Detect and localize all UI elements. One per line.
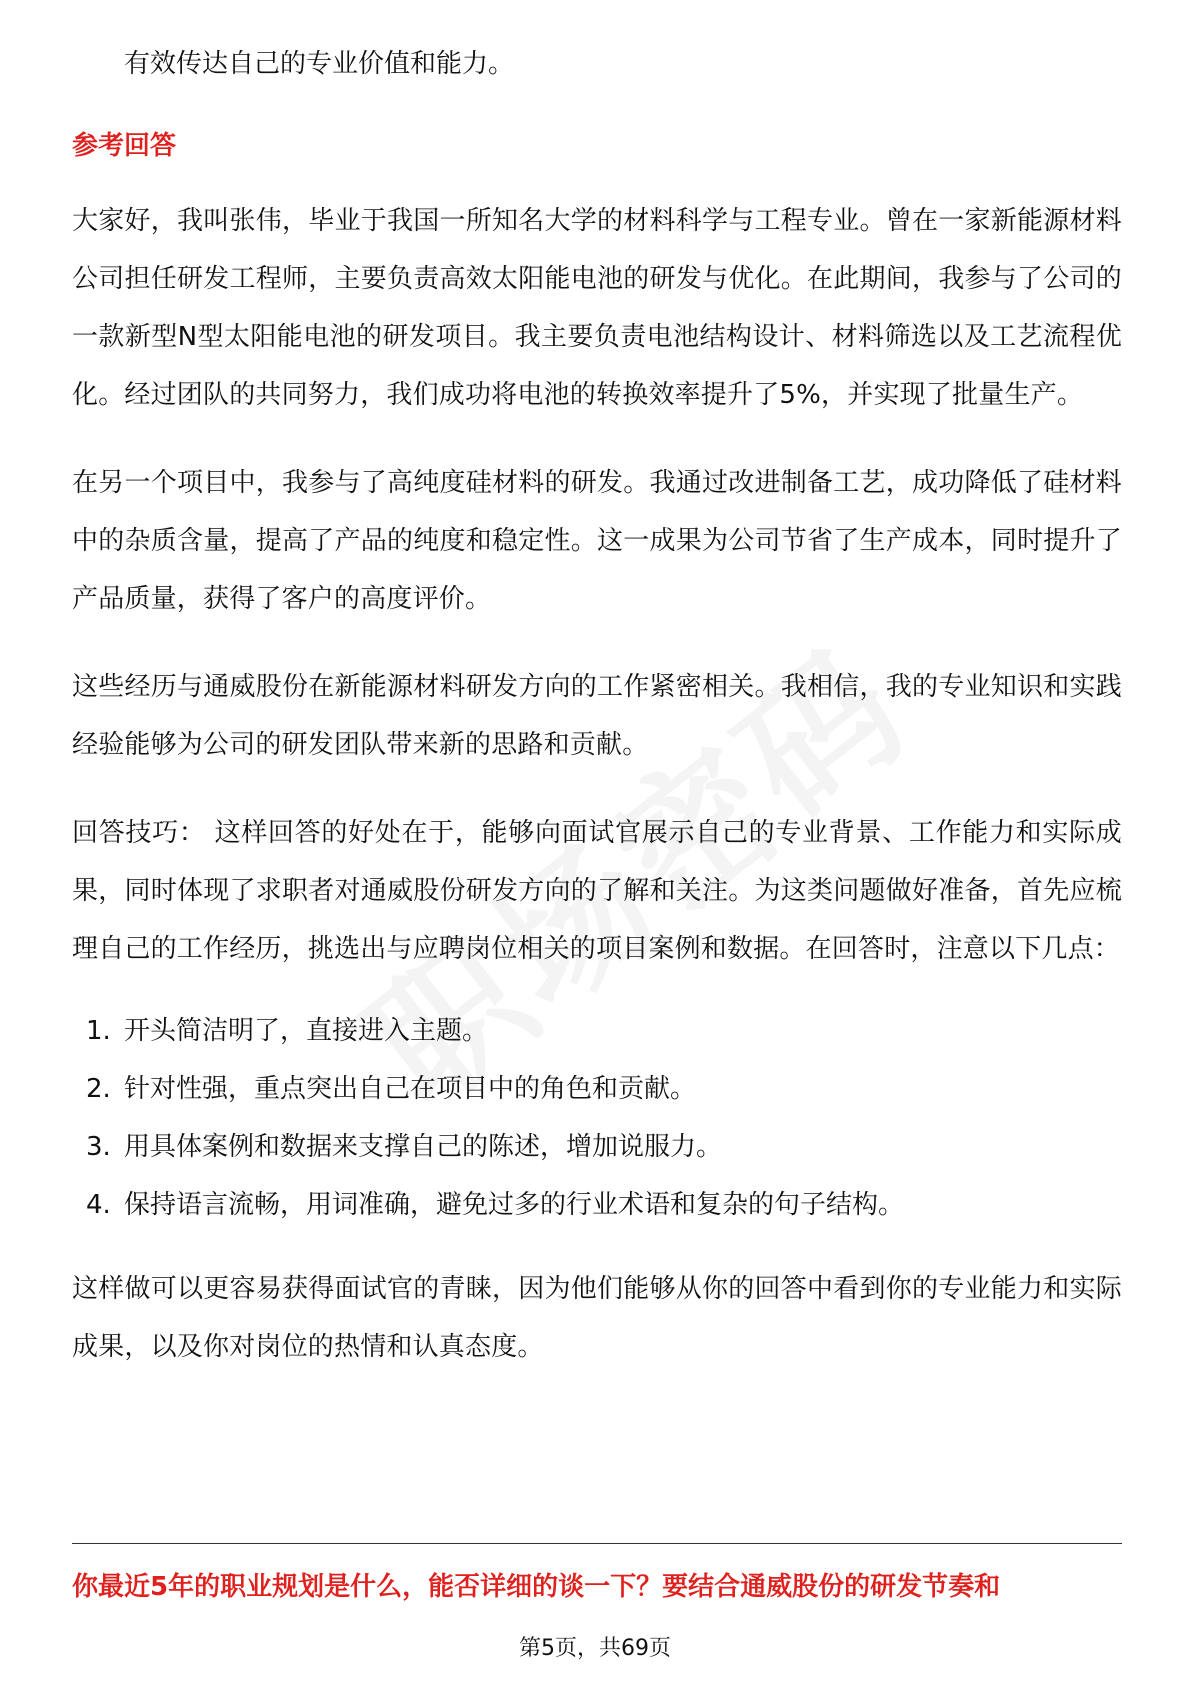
reference-answer-heading: 参考回答	[72, 131, 177, 161]
answer-paragraph-1: 大家好，我叫张伟，毕业于我国一所知名大学的材料科学与工程专业。曾在一家新能源材料公司担任研发工程师，主要负责高效太阳能电池的研发与优化。在此期间，我参与了公司的一款新型N型太阳能电池的研发项目。我主要负责电池结构设计、材料筛选以及工艺流程优化。经过团队的共同努力，我们成功将电池的转换效率提升了5%，并实现了批量生产。	[72, 206, 1122, 410]
list-item	[72, 1060, 1122, 1118]
lead-line: 有效传达自己的专业价值和能力。	[124, 49, 515, 79]
list-item-number: 2.	[86, 1074, 111, 1104]
list-item	[72, 1176, 1122, 1234]
list-item	[72, 1118, 1122, 1176]
list-item-text: 保持语言流畅，用词准确，避免过多的行业术语和复杂的句子结构。	[124, 1190, 905, 1220]
tips-list	[72, 1002, 1122, 1234]
next-question-heading: 你最近5年的职业规划是什么，能否详细的谈一下？要结合通威股份的研发节奏和	[72, 1572, 1001, 1602]
list-item-number: 3.	[86, 1132, 111, 1162]
list-item-text: 用具体案例和数据来支撑自己的陈述，增加说服力。	[124, 1132, 723, 1162]
list-item	[72, 1002, 1122, 1060]
list-item-number: 1.	[86, 1016, 111, 1046]
page-content	[72, 44, 1122, 1376]
list-item-text: 开头简洁明了，直接进入主题。	[124, 1016, 489, 1046]
tips-paragraph: 回答技巧： 这样回答的好处在于，能够向面试官展示自己的专业背景、工作能力和实际成果，同时体现了求职者对通威股份研发方向的了解和关注。为这类问题做好准备，首先应梳理自己的工作经历，挑选出与应聘岗位相关的项目案例和数据。在回答时，注意以下几点：	[72, 818, 1123, 964]
closing-paragraph: 这样做可以更容易获得面试官的青睐，因为他们能够从你的回答中看到你的专业能力和实际成果，以及你对岗位的热情和认真态度。	[72, 1274, 1122, 1362]
page-number: 第5页，共69页	[519, 1636, 671, 1661]
list-item-number: 4.	[86, 1190, 111, 1220]
section-divider	[72, 1543, 1122, 1544]
list-item-text: 针对性强，重点突出自己在项目中的角色和贡献。	[124, 1074, 697, 1104]
answer-paragraph-2: 在另一个项目中，我参与了高纯度硅材料的研发。我通过改进制备工艺，成功降低了硅材料中的杂质含量，提高了产品的纯度和稳定性。这一成果为公司节省了生产成本，同时提升了产品质量，获得了客户的高度评价。	[72, 468, 1122, 614]
answer-paragraph-3: 这些经历与通威股份在新能源材料研发方向的工作紧密相关。我相信，我的专业知识和实践经验能够为公司的研发团队带来新的思路和贡献。	[72, 672, 1122, 760]
